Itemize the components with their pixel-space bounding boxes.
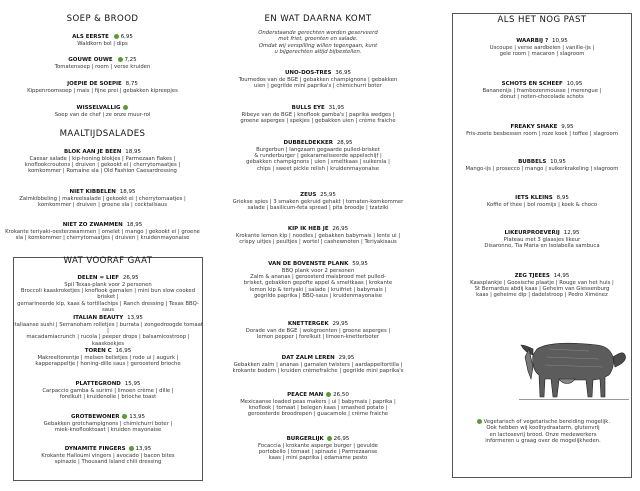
menu-item-wisselvallig: WISSELVALLIG Soep van de chef | ze onze muur-rol — [54, 105, 151, 118]
menu-item-peace-man: PEACE MAN 26,50 Mexicaanse loaded peas makers | ui | babymais | paprika | knoflook | tomaat | belegen kaas | smashed potato | geroosterde broodrepen | guacamole | crème fraiche — [240, 392, 396, 418]
section-heading-soep-brood: SOEP & BROOD — [66, 14, 139, 24]
intro-text: Onderstaande gerechten worden geserveerd met friet, groenten en salade. Omdat wij verspilling willen tegengaan, kunt u bijgerechten altijd bijbestellen. — [258, 30, 378, 56]
menu-item-delen-lief: DELEN = LIEF 26,95 Spil Texas-plank voor 2 personen Broccoli kaaskroketjes | knoflook garnalen | mini bun slow cooked brisket | gemarineerde kip, kaas & tortillachips | Ranch dressing | Texas BBQ-saus — [17, 275, 199, 314]
leaf-icon — [129, 446, 134, 451]
menu-item-kip-ik-heb-je: KIP IK HEB JE 26,95 Krokante lemon kip | noodles | gebakken babymais | lente ui | crispy uitjes | peultjes | wortel | cashewnoten | Teriyakisaus — [235, 226, 401, 245]
menu-item-burgerlijk: BURGERLIJK 26,95 Focaccia | krokante asperge burger | gevulde portobello | tomaat | spinazie | Parmezaanse kaas | mini paprika | edamame pesto — [258, 436, 378, 462]
menu-item-likeurproeverij: LIKEURPROEVERIJ 12,95 Plateau met 3 glaasjes likeur Disaronno, Tia Maria en Isolabella sambuca — [484, 230, 600, 249]
menu-item-blok-aan-je-been: BLOK AAN JE BEEN 18,95 Caesar salade | kip-honing blokjes | Parmezaan flakes | knoflookcroutons | druiven | gekookt ei | cherrytomaatjes | komkommer | Romaine sla | Old Fashion Caesardressing — [24, 149, 181, 175]
menu-item-uno-dos-tres: UNO-DOS-TRES 36,95 Tournedos van de BGE | gebakken champignons | gebakken uien | gegrilde mini paprika's | chimichurri boter — [238, 70, 398, 89]
leaf-icon — [326, 392, 331, 397]
section-heading-maaltijdsalades: MAALTIJDSALADES — [59, 129, 146, 139]
cow-illustration — [519, 327, 629, 407]
menu-item-schots-en-scheef: SCHOTS EN SCHEEF 10,95 Bananenijs | frambozenmousse | merengue | donut | noten-chocolade schots — [482, 81, 602, 100]
menu-item-niet-zo-zwammen: NIET ZO ZWAMMEN 18,95 Krokante teriyaki-oesterzwammen | omelet | mango | gekookt ei | groene sla | komkommer | cherrytomaatjes | druiven | kruidenmayonaise — [5, 222, 200, 241]
menu-item-waarbij: WAARBIJ ? 10,95 Uscoupe | verse aardbeien | vanille-ijs | gele room | macaron | slagroom — [489, 38, 595, 57]
menu-item-dat-zalm-leren: DAT ZALM LEREN 29,95 Gebakken zalm | ananas | garnalen twisters | aardappeltortilla | krokante bodem | kruiden crèmefraîche | gegrilde mini paprika's — [232, 355, 404, 374]
menu-item-knettergek: KNETTERGEK 29,95 Dorade van de BGE | wokgroenten | groene asperges | lemon pepper | forelkuit | limoen-knetterboter — [245, 321, 391, 340]
menu-item-iets-kleins: IETS KLEINS 8,95 Koffie of thee | bol roomijs | koek & choco — [486, 195, 598, 208]
section-heading-en-wat-daarna-komt: EN WAT DAARNA KOMT — [264, 14, 372, 24]
leaf-icon — [327, 436, 332, 441]
menu-item-toren-c: TOREN C 16,95 Makreeltorentje | melsen belletjes | rode ui | augurk | kapperappeltje | honing-dille saus | geroosterd brioche — [35, 348, 181, 367]
menu-item-niet-kibbelen: NIET KIBBELEN 18,95 Zalmkibbeling | makreelsalade | gekookt ei | cherrytomaatjes | komkommer | druiven | groene sla | cocktailsaus — [19, 189, 186, 208]
vegetarian-note: Vegetarisch of vegetarische bereiding mogelijk. Ook hebben wij koolhydraatarm, glutenvrij en lactosevrij brood. Onze medewerkers informeren u graag over de mogelijkheden. — [461, 419, 625, 445]
leaf-icon — [123, 105, 128, 110]
leaf-icon — [477, 419, 482, 424]
leaf-icon — [114, 34, 119, 39]
leaf-icon — [118, 57, 123, 62]
menu-item-bubbels: BUBBELS 10,95 Mango-ijs | prosecco | mango | suikerkrakeling | slagroom — [465, 159, 619, 172]
menu-item-dubbeldekker: DUBBELDEKKER 28,95 Burgerbun | langzaam gegaarde pulled-brisket & runderburger | gekarameliseerde appelschijf | gebakken champignons | uien | smeltkaas | suikersla | chips | sweet pickle relish | kruidenmayonaise — [246, 140, 390, 172]
menu-item-zeg-tjeees: ZEG TJEEES 14,95 Kaasplankje | Goosische plaatje | Rouge van het huis | St Bernardus abdij kaas | Geheim van Giessenburg kaas | geheime dip | dadelstroop | Pedro Ximénez — [470, 273, 614, 299]
menu-item-plattegrond: PLATTEGROND 15,95 Carpaccio gamba & surimi | limoen crème | dille | forelkuit | kruidenolie | brioche toast — [42, 381, 174, 400]
leaf-icon — [122, 414, 127, 419]
column-right — [452, 13, 632, 478]
menu-item-italian-beauty: ITALIAN BEAUTY 13,95 Italiaanse sushi | Serranoham rolletjes | burrata | zongedroogde tomaat | macadamiacrunch | rucola | peeper drops | balsamicostroop | kaaskoekjes — [13, 315, 203, 347]
section-heading-wat-vooraf-gaat: WAT VOORAF GAAT — [63, 256, 153, 266]
menu-item-grotbewoner: GROTBEWONER 13,95 Gebakken grotchampignons | chimichurri boter | miek-knoflooktoast | kruiden mayonaise — [43, 414, 173, 433]
menu-item-gouwe-ouwe: GOUWE OUWE 7,25 Tomatensoep | room | verse kruiden — [54, 57, 151, 70]
menu-item-bulls-eye: BULLS EYE 31,95 Ribeye van de BGE | knoflook gamba's | paprika wedges | groene asperges | spekjes | gebakken uien | crème fraiche — [240, 105, 396, 124]
menu-item-joepie-de-soepie: JOEPIE DE SOEPIE 8,75 Kippenroomsoep | mais | fijne prei | gebakken kipreepjes — [27, 81, 178, 94]
section-heading-als-het-nog-past: ALS HET NOG PAST — [497, 15, 587, 25]
menu-item-van-de-bovenste-plank: VAN DE BOVENSTE PLANK 59,95 BBQ plank voor 2 personen Zalm & ananas | geroosterd maisbrood met pulled- brisket, gebakken gepofte appel & smeltkaas | krokante lemon kip & teriyaki | salade | kruifriet | babymais | gegrilde paprika | BBQ-saus | kruidenmayonaise — [243, 261, 393, 300]
menu-item-freaky-shake: FREAKY SHAKE 9,95 Fris-zoete besbessen room | roze koek | toffee | slagroom — [466, 124, 618, 137]
menu-item-als-eerste: ALS EERSTE 6,95 Waldkorn bol | dips — [72, 34, 133, 47]
menu-item-zeus: ZEUS 25,95 Griekse spies | 3 smaken gekruid gehakt | tomaten-komkommer salade | basilicum-feta spread | pita broodje | tzatziki — [232, 192, 404, 211]
menu-item-dynamite-fingers: DYNAMITE FINGERS 13,95 Krokante Halloumi vingers | avocado | bacon bites spinazie | Thousand Island chili dressing — [41, 446, 175, 465]
